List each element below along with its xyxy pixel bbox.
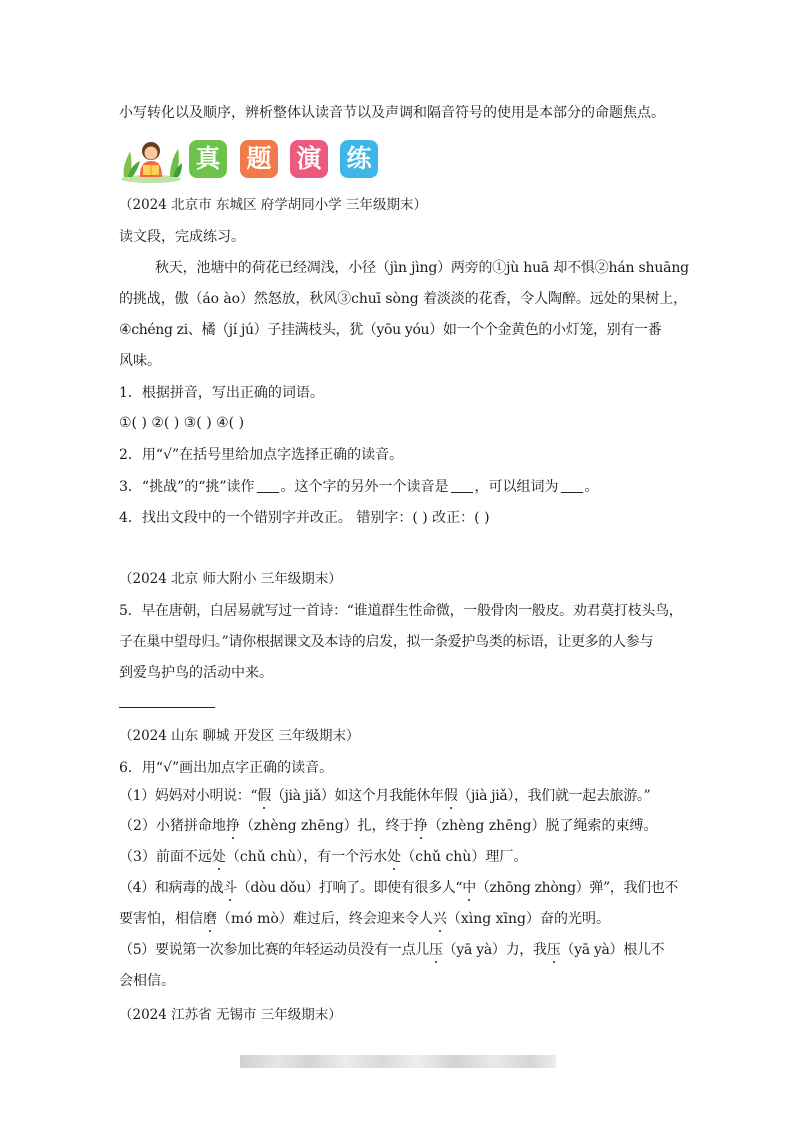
banner-char-ti: 题 [240, 140, 278, 178]
item-4-text: （4）和病毒的战 [119, 880, 224, 896]
question-2: 2．用“√”在括号里给加点字选择正确的读音。 [119, 447, 404, 463]
item-2-text: （zhèng zhēng）扎，终于 [239, 818, 414, 834]
instruction-1: 读文段，完成练习。 [119, 229, 245, 245]
item-4-text: （zhōng zhòng）弹”，我们也不 [475, 880, 679, 896]
source-label-4: （2024 江苏省 无锡市 三年级期末） [119, 1007, 342, 1023]
dotted-char: 斗 [223, 880, 237, 896]
item-5-line-2: 会相信。 [119, 973, 175, 989]
dotted-char: 假 [257, 788, 271, 804]
reading-girl-icon [118, 137, 184, 183]
passage-line-2: 的挑战，傲（áo ào）然怒放，秋风③chuī sòng 着淡淡的花香，令人陶醉。远处的果树上， [119, 291, 688, 307]
item-2-text: （2）小猪拼命地 [119, 818, 226, 834]
dotted-char: 假 [443, 788, 458, 804]
question-3-part-1: 3．“挑战”的“挑”读作 [119, 479, 255, 495]
question-4: 4．找出文段中的一个错别字并改正。 错别字：( ) 改正：( ) [119, 510, 490, 526]
blurred-footer [240, 1055, 556, 1068]
dotted-char: 挣 [413, 818, 428, 834]
dotted-char: 压 [429, 942, 443, 958]
question-6: 6．用“√”画出加点字正确的读音。 [119, 760, 334, 776]
dotted-char: 兴 [432, 911, 447, 927]
dotted-char: 处 [211, 849, 226, 865]
banner-char-lian: 练 [340, 140, 378, 178]
item-1-text: （jià jiǎ），我们就一起去旅游。” [457, 788, 651, 804]
source-label-3: （2024 山东 聊城 开发区 三年级期末） [119, 728, 360, 744]
dotted-char: 挣 [225, 818, 240, 834]
question-3 [119, 478, 599, 496]
item-5-text: （yā yà）根儿不 [560, 942, 665, 958]
item-4-line-1 [119, 879, 678, 897]
question-5-line-3: 到爱鸟护鸟的活动中来。 [119, 665, 273, 681]
source-label-2: （2024 北京 师大附小 三年级期末） [119, 571, 342, 587]
passage-line-3: ④chéng zi、橘（jí jú）子挂满枝头，犹（yōu yóu）如一个个金黄色的小灯笼，别有一番 [119, 322, 662, 338]
passage-line-4: 风味。 [119, 353, 161, 369]
question-1-blanks: ①( ) ②( ) ③( ) ④( ) [119, 415, 245, 431]
source-label-1: （2024 北京市 东城区 府学胡同小学 三年级期末） [119, 197, 428, 213]
question-3-part-4: 。 [584, 479, 599, 495]
question-5-line-2: 子在巢中望母归。”请你根据课文及本诗的启发，拟一条爱护鸟类的标语，让更多的人参与 [119, 634, 654, 650]
item-5-text: （5）要说第一次参加比赛的年轻运动员没有一点儿 [119, 942, 430, 958]
dotted-char: 磨 [203, 911, 217, 927]
item-4-text: 要害怕，相信 [119, 911, 203, 927]
passage-line-1: 秋天，池塘中的荷花已经凋浅，小径（jìn jìng）两旁的①jù huā 却不惧②hán shuāng [155, 260, 689, 276]
item-3-text: （chǔ chù），有一个污水 [225, 849, 388, 865]
item-3-text: （chǔ chù）理厂。 [401, 849, 528, 865]
item-1 [119, 787, 650, 805]
item-3 [119, 848, 527, 866]
question-1: 1．根据拼音，写出正确的词语。 [119, 385, 324, 401]
item-3-text: （3）前面不远 [119, 849, 212, 865]
item-5-text: （yā yà）力，我 [442, 942, 547, 958]
dotted-char: 处 [387, 849, 402, 865]
answer-blank[interactable] [257, 478, 279, 493]
intro-text: 小写转化以及顺序，辨析整体认读音节以及声调和隔音符号的使用是本部分的命题焦点。 [119, 105, 665, 121]
item-4-text: （dòu dǒu）打响了。即使有很多人“ [236, 880, 463, 896]
item-4-text: （mó mò）难过后，终会迎来令人 [217, 911, 433, 927]
question-5-line-1: 5．早在唐朝，白居易就写过一首诗：“谁道群生性命微，一般骨肉一般皮。劝君莫打枝头鸟， [119, 603, 683, 619]
item-5-line-1 [119, 941, 664, 959]
question-3-part-3: ，可以组词为 [474, 479, 559, 495]
answer-blank[interactable] [451, 478, 473, 493]
practice-banner [118, 137, 380, 183]
dotted-char: 压 [546, 942, 561, 958]
item-2 [119, 817, 657, 835]
item-1-text: （1）妈妈对小明说：“ [119, 788, 258, 804]
answer-blank[interactable] [561, 478, 583, 493]
item-4-line-2 [119, 910, 610, 928]
banner-char-yan: 演 [290, 140, 328, 178]
item-1-text: （jià jiǎ）如这个月我能休年 [270, 788, 444, 804]
item-2-text: （zhèng zhēng）脱了绳索的束缚。 [427, 818, 658, 834]
question-3-part-2: 。这个字的另外一个读音是 [280, 479, 449, 495]
dotted-char: 中 [462, 880, 476, 896]
banner-char-zhen: 真 [189, 140, 227, 178]
answer-rule [119, 707, 215, 708]
item-4-text: （xìng xīng）奋的光明。 [446, 911, 611, 927]
